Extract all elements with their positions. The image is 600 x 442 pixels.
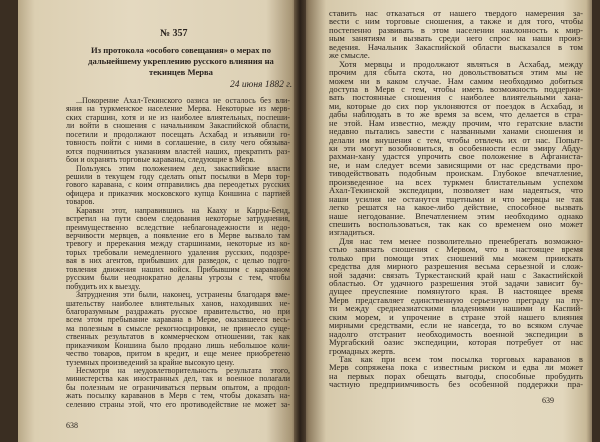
text-line: бы полезным не ограничиваться первым опытом, а продол-	[66, 382, 290, 392]
page-number-left: 638	[66, 421, 78, 430]
text-line: частную предприимчивость без особенной поддержки пра-	[329, 379, 583, 390]
text-line: дабы наблюдать в то же время за всем, что делается в стра-	[329, 109, 583, 120]
text-line: рахман-хану удастся упрочить свое положение в Афганиста-	[329, 151, 583, 162]
text-line: посетили и продолжают посещать Асхабад и изъявили го-	[66, 129, 290, 139]
text-line: ки эти могут возобновиться, в особенности если эмиру Абду-	[329, 143, 583, 153]
text-line: Пользуясь этим положением дел, закаспийские власти	[76, 163, 290, 173]
paragraph	[66, 291, 290, 367]
text-line: ставить нас отказаться от нашего твердого намерения за-	[329, 8, 583, 18]
text-line: Затруднения эти были, наконец, устранены благодаря вме-	[76, 290, 290, 300]
text-line: наше негодование. Впечатлением этим необходимо однако	[329, 210, 583, 221]
text-line: всем этом пребывание каравана в Мерве, оказавшееся весь-	[66, 315, 290, 325]
text-line: ведения. Начальник Закаспийской области высказался в том	[329, 41, 583, 52]
text-line: произведенное на всех туркмен блистательным успехом	[329, 176, 583, 187]
text-line: жать посылку караванов в Мерв с тем, чтобы доказать на-	[66, 391, 290, 401]
text-line: не, и нам следует всеми зависящими от нас средствами про-	[329, 159, 583, 170]
text-line: ти между среднеазиатскими владениями нашими и Каспий-	[329, 303, 583, 314]
book-gutter	[294, 0, 306, 442]
text-line: ским морем, и упрочение в стране этой нашего влияния	[329, 311, 583, 322]
paragraph	[329, 237, 583, 355]
text-line: Мерв сопряжена пока с известным риском и едва ли может	[329, 362, 583, 373]
text-line: бои и охранять торговые караваны, следующие в Мерв.	[66, 155, 256, 165]
text-line: Так как при всем том посылка торговых караванов в	[339, 353, 583, 364]
text-line: постепенно развивать в этом населении наклонность к мир-	[329, 24, 583, 35]
text-line: громадных жертв.	[329, 345, 396, 356]
text-line: легко решатся на какое-либо действие, способное вызвать	[329, 202, 583, 213]
paragraph	[66, 97, 290, 165]
text-line: офицера и приказчик московского купца Коншина с партией	[66, 188, 290, 198]
text-line: делали им внушения с тем, чтобы отвлечь их от нас. Попыт-	[329, 134, 583, 145]
document-date: 24 июня 1882 г.	[230, 80, 293, 90]
text-line: яния на туркменское население Мерва. Некоторые из мерв-	[66, 104, 290, 114]
page-number-right: 639	[542, 396, 554, 405]
text-line: ских старшин, хотя и не из наиболее влиятельных, поспеши-	[66, 112, 290, 122]
text-line: верчивости мервцев, а появление его в Мерве вызвало там	[66, 231, 290, 240]
right-page-body	[329, 9, 583, 389]
text-line: тиводействовать подобным проискам. Глубокое впечатление,	[329, 168, 583, 179]
text-line: ственных результатов в коммерческом отношении, так как	[66, 332, 290, 342]
text-line: Несмотря на неудовлетворительность результата этого,	[76, 366, 290, 375]
text-line: ли войти в сношения с начальником Закаспийской области,	[66, 121, 290, 131]
text-line: туземных произведений за крайне высокую цену.	[66, 357, 235, 367]
text-line: товления движения наших войск. Прибывшим с караваном	[66, 264, 290, 274]
text-line: мирными средствами, если не навсегда, то во всяком случае	[329, 320, 583, 331]
text-line: тревогу и пререкания между старшинами, некоторые из ко-	[66, 239, 290, 249]
paragraph	[66, 207, 290, 291]
document-title: Из протокола «особого совещания» о мерах по дальнейшему укреплению русского влияния на текинцев Мерва	[88, 45, 274, 77]
paragraph	[329, 9, 583, 60]
text-line: только при помощи этих сношений мы можем приискать	[329, 252, 583, 263]
text-line: шательству наиболее влиятельных ханов, находивших не-	[66, 298, 290, 308]
text-line: Ахал-Текинской экспедиции, позволяет нам надеяться, что	[329, 185, 583, 196]
text-line: на первых порах обещать выгоды, способные пробудить	[329, 370, 583, 381]
text-line: доступа в Мерв с тем, чтобы иметь возможность поддержи-	[329, 83, 583, 94]
text-line: областью. От удачного разрешения этой задачи зависит бу-	[329, 278, 583, 288]
text-line: Мургабский оазис экспедиции, которая потребует от нас	[329, 337, 583, 348]
text-line: решили в текущем году сделать опыт посылки в Мерв тор-	[66, 171, 290, 181]
text-line: ма полезным в смысле рекогносцировки, не принесло суще-	[66, 323, 290, 333]
left-page-body	[66, 97, 290, 409]
text-line: министерства как иностранных дел, так и военное полагали	[66, 374, 290, 384]
text-line: торых требовали немедленного удаления русских, подозре-	[66, 247, 290, 257]
text-line: вать постоянные сношения с наиболее влиятельными хана-	[329, 92, 583, 103]
text-line: ным занятиям и вызвать среди него спрос на наши произ-	[329, 33, 583, 44]
text-line: преимущественно вследствие неблагонадежности и недо-	[66, 222, 290, 232]
text-line: ной задачи: связать Туркестанский край наш с Закаспийской	[329, 269, 583, 280]
text-line: спешить воспользоваться, так как со временем оно может	[329, 218, 583, 229]
document-number: № 357	[160, 28, 188, 39]
text-line: русским были неоднократно деланы угрозы с тем, чтобы	[66, 273, 290, 283]
text-line: Мерв представляет единственную серьезную преграду на пу-	[329, 294, 583, 305]
text-line: селению страны этой, что его противодействие не может за-	[66, 399, 290, 409]
text-line: вая в них агентов, прибывших для разведок, с целью подго-	[66, 256, 290, 266]
text-line: изгладиться.	[329, 227, 375, 238]
text-line: вести с ним торговые сношения, а также и для того, чтобы	[329, 16, 583, 27]
paragraph	[329, 355, 583, 389]
text-line: стью завязать сношения с Мервом, что в настоящее время	[329, 244, 583, 255]
text-line: товность пойти с ними в соглашение, в силу чего обязыва-	[66, 138, 290, 148]
text-line: гового каравана, с коим отправились два переодетых русских	[66, 180, 290, 190]
text-line: ми, которые до сих пор уклоняются от поездок в Асхабад, и	[329, 100, 583, 111]
text-line: Караван этот, направившись на Кааху и Карры-Бенд,	[76, 205, 290, 215]
text-line: надолго отстранит необходимость военной экспедиции в	[329, 328, 583, 339]
paragraph	[66, 165, 290, 207]
text-line: ются подчиниться указаниям властей наших, прекратить раз-	[66, 146, 290, 156]
text-line: Хотя мервцы и продолжают являться в Асхабад, между	[339, 58, 583, 69]
paragraph	[329, 60, 583, 237]
text-line: средства для мирного разрешения весьма серьезной и слож-	[329, 261, 583, 272]
text-line: приказчиком Коншина было продано лишь небольшое коли-	[66, 340, 290, 350]
paragraph	[66, 367, 290, 409]
text-line: можем ни в каком случае. Нам самим необходимо добиться	[329, 75, 583, 86]
text-line: недавно пытались завести с названными ханами сношения и	[329, 126, 583, 137]
text-line: побудить их к выезду.	[66, 281, 141, 291]
text-line: чество товаров, притом в кредит, и еще менее приобретено	[66, 349, 290, 359]
text-line: же смысле.	[329, 50, 370, 61]
text-line: благоразумным раздражать русское правительство, но при	[66, 306, 290, 316]
text-line: ...Покорение Ахал-Текинского оазиса не осталось без вли-	[76, 96, 290, 105]
text-line: прочим для сбыта скота, но довольствоваться этим мы не	[329, 67, 583, 78]
text-line: дущее преуспеяние помянутого края. В настоящее время	[329, 286, 583, 297]
text-line: не этой. Нам известно, между прочим, что гератские власти	[329, 117, 583, 128]
text-line: встретил на пути своем следования некоторые затруднения,	[66, 214, 290, 224]
text-line: наши усилия не останутся тщетными и что мервцы не так	[329, 193, 583, 204]
text-line: Для нас тем менее позволительно пренебрегать возможно-	[339, 235, 583, 246]
text-line: товаров.	[66, 197, 95, 207]
